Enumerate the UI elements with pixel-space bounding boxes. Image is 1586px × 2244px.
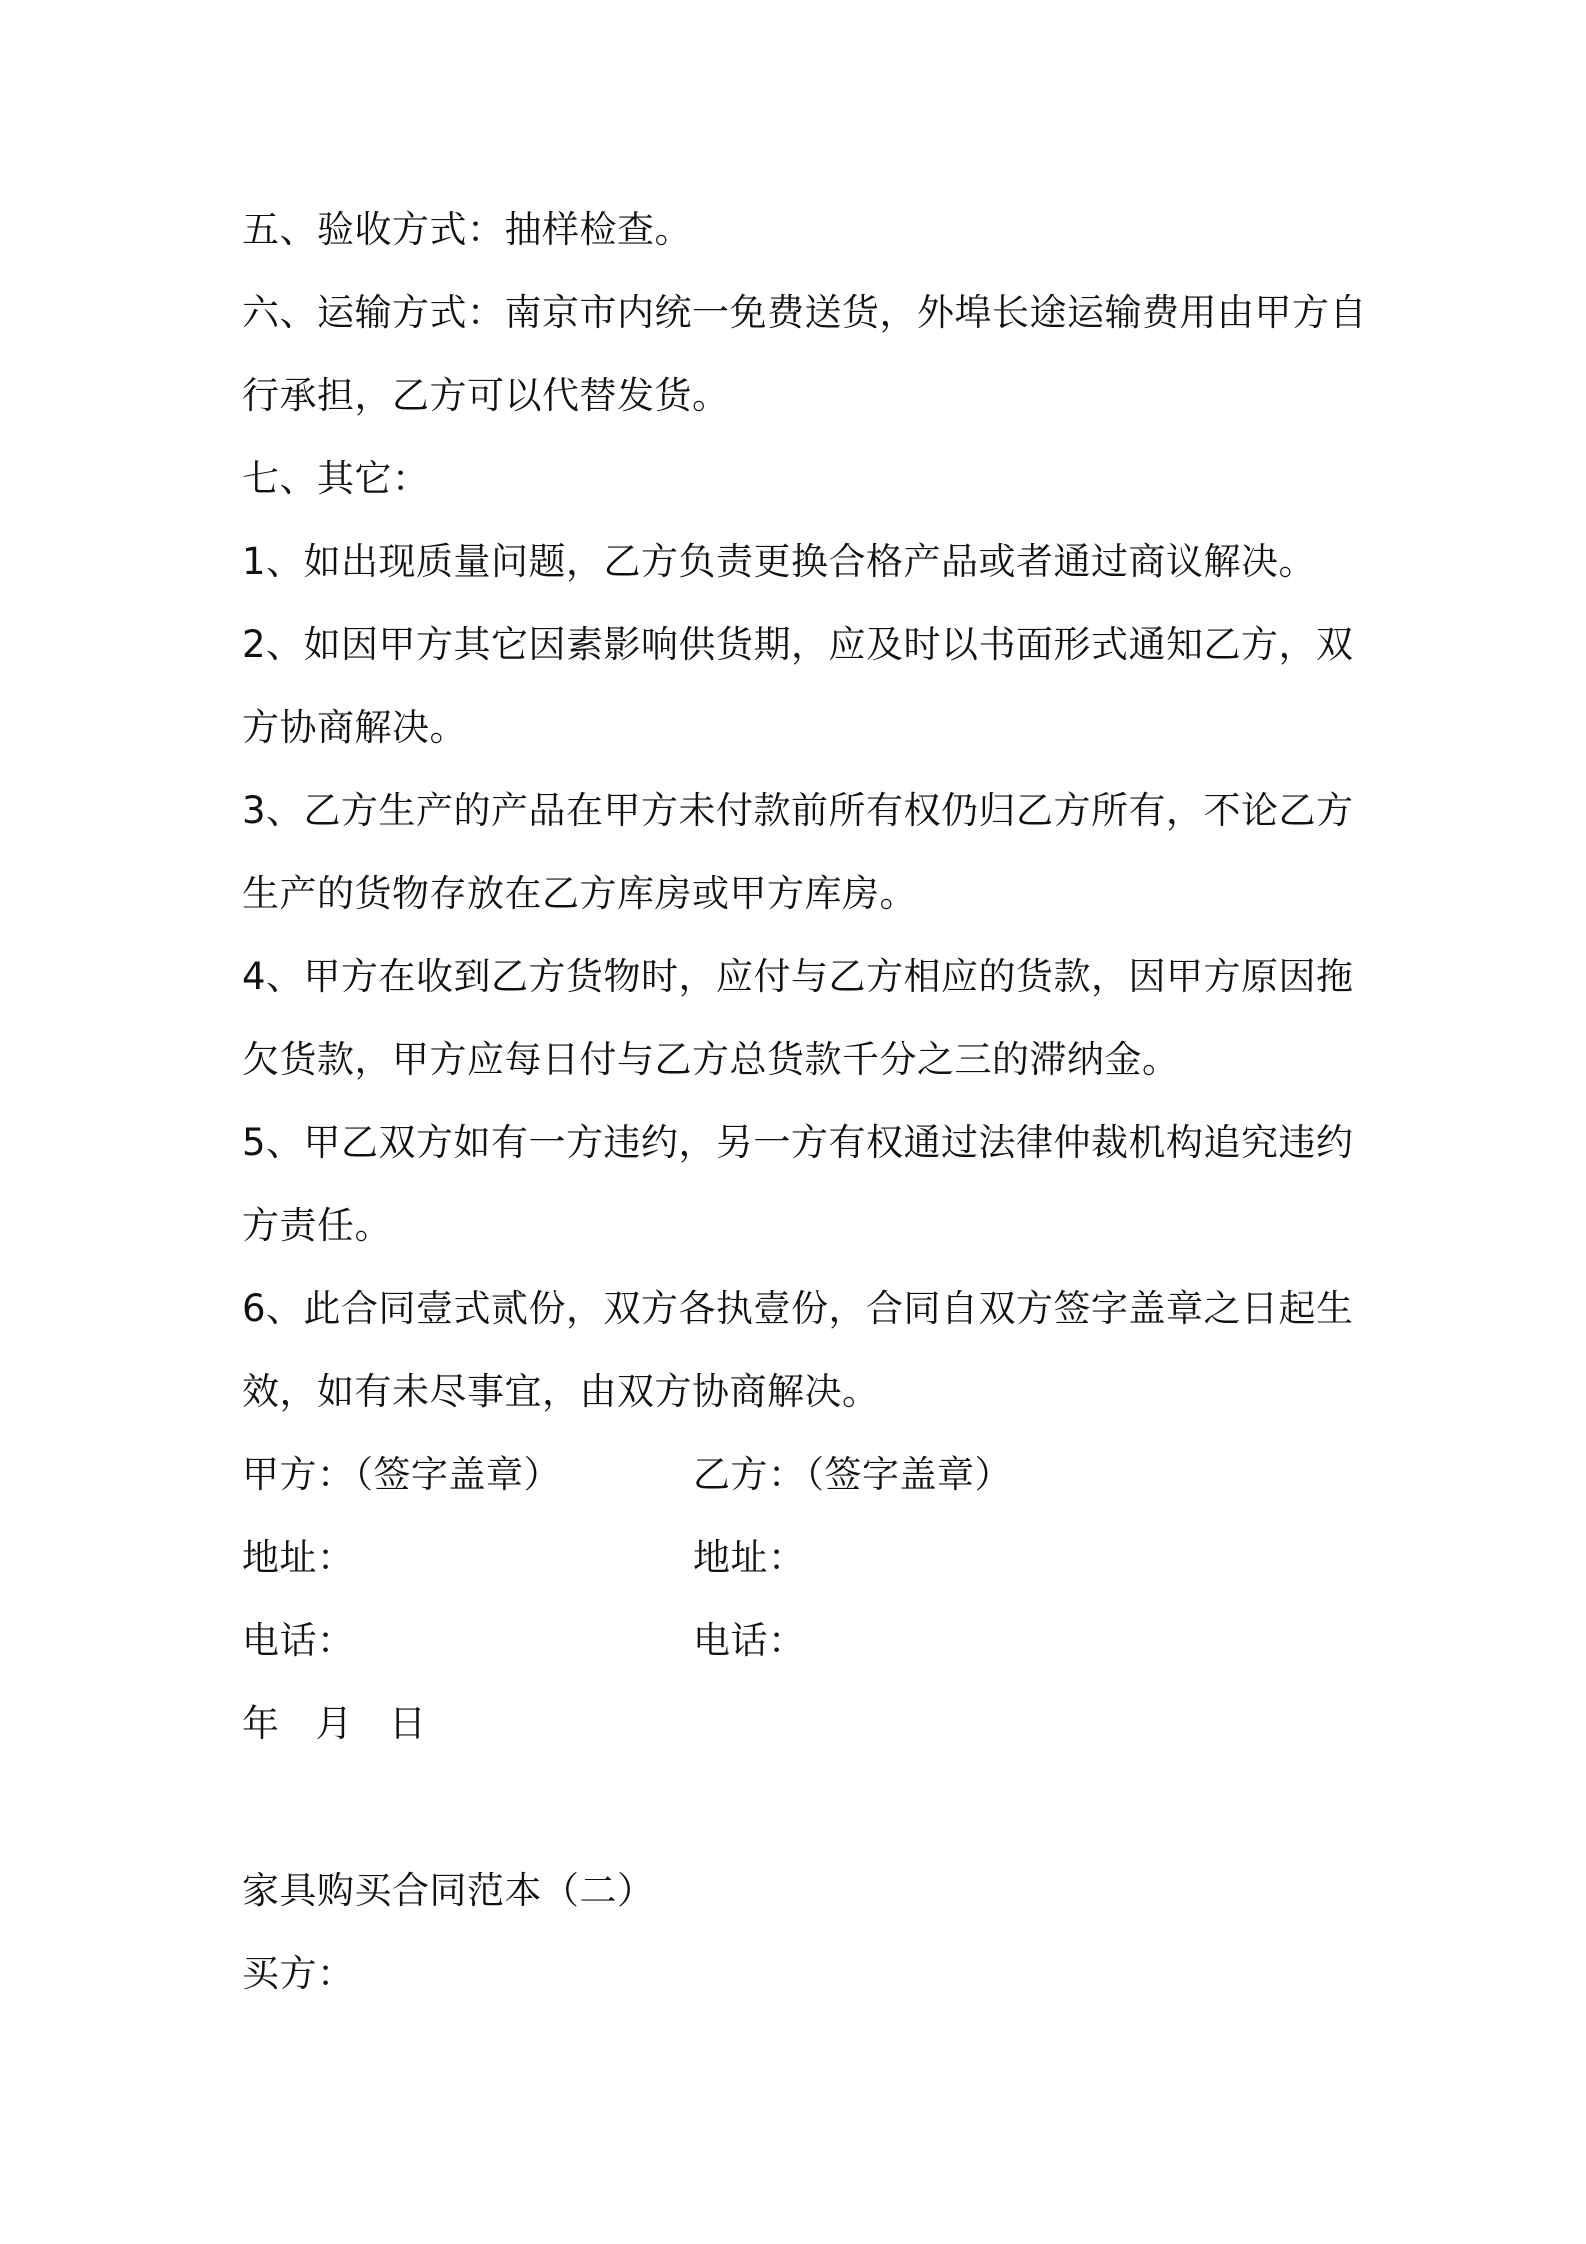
party-a-address: 地址： [242, 1536, 355, 1579]
clause-item-5-line1: 5、甲乙双方如有一方违约，另一方有权通过法律仲裁机构追究违约 [242, 1121, 1354, 1164]
clause-other-heading: 七、其它： [242, 457, 430, 500]
party-a-signature: 甲方：（签字盖章） [242, 1453, 561, 1496]
party-a-phone: 电话： [242, 1619, 355, 1662]
clause-item-4-line2: 欠货款，甲方应每日付与乙方总货款千分之三的滞纳金。 [242, 1038, 1180, 1081]
date-day-label: 日 [389, 1702, 427, 1745]
clause-inspection: 五、验收方式：抽样检查。 [242, 208, 692, 251]
clause-item-4-line1: 4、甲方在收到乙方货物时，应付与乙方相应的货款，因甲方原因拖 [242, 955, 1354, 998]
party-b-phone: 电话： [693, 1619, 806, 1662]
clause-item-3-line1: 3、乙方生产的产品在甲方未付款前所有权仍归乙方所有，不论乙方 [242, 789, 1354, 832]
clause-item-2-line2: 方协商解决。 [242, 706, 467, 749]
clause-item-1: 1、如出现质量问题，乙方负责更换合格产品或者通过商议解决。 [242, 540, 1317, 583]
party-b-address: 地址： [693, 1536, 806, 1579]
party-b-signature: 乙方：（签字盖章） [693, 1453, 1012, 1496]
clause-item-3-line2: 生产的货物存放在乙方库房或甲方库房。 [242, 872, 917, 915]
buyer-label: 买方： [242, 1952, 355, 1995]
clause-item-6-line2: 效，如有未尽事宜，由双方协商解决。 [242, 1370, 880, 1413]
clause-transport-line2: 行承担，乙方可以代替发货。 [242, 374, 730, 417]
date-year-label: 年 [242, 1702, 280, 1745]
section-2-title: 家具购买合同范本（二） [242, 1869, 655, 1912]
clause-item-6-line1: 6、此合同壹式贰份，双方各执壹份，合同自双方签字盖章之日起生 [242, 1287, 1354, 1330]
date-month-label: 月 [315, 1702, 353, 1745]
signing-date [242, 1699, 463, 1749]
clause-item-5-line2: 方责任。 [242, 1204, 392, 1247]
clause-item-2-line1: 2、如因甲方其它因素影响供货期，应及时以书面形式通知乙方，双 [242, 623, 1354, 666]
clause-transport-line1: 六、运输方式：南京市内统一免费送货，外埠长途运输费用由甲方自 [242, 291, 1367, 334]
